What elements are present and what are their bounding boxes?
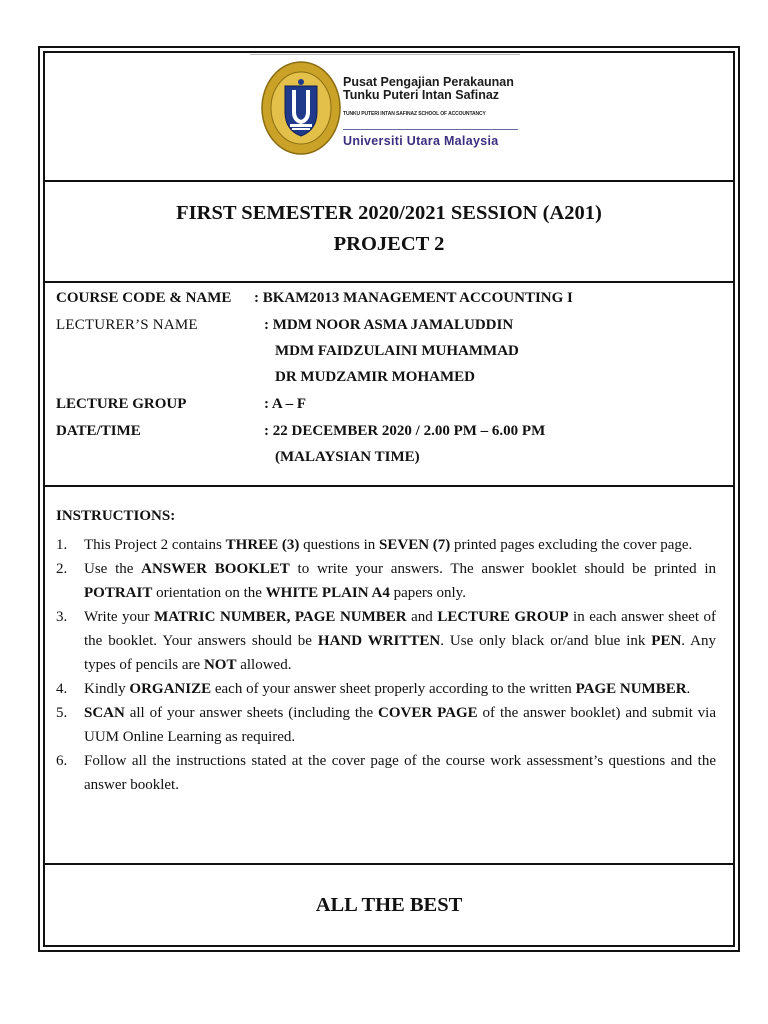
course-label: COURSE CODE & NAME [56,290,232,306]
datetime-label: DATE/TIME [56,423,141,439]
instruction-text: in each answer sheet of the booklet. Your answers should be [84,609,717,649]
semester-title: FIRST SEMESTER 2020/2021 SESSION (A201) [176,202,602,224]
instruction-item [56,701,716,749]
project-title: PROJECT 2 [333,233,445,255]
instruction-text: orientation on the [152,585,266,601]
divider-instructions [43,863,735,865]
instruction-text: of the answer booklet) and submit via UUM Online Learning as required. [84,705,716,745]
document-title [43,198,735,260]
divider-info [43,485,735,487]
school-name-english: TUNKU PUTERI INTAN SAFINAZ SCHOOL OF ACCOUNTANCY [343,111,486,117]
instruction-emphasis: MATRIC NUMBER, PAGE NUMBER [154,609,407,625]
instruction-emphasis: PEN [651,633,682,649]
lecturer-value-1: : MDM NOOR ASMA JAMALUDDIN [264,317,514,333]
instruction-emphasis: LECTURE GROUP [437,609,569,625]
university-name: Universiti Utara Malaysia [343,134,499,148]
instruction-emphasis: ORGANIZE [129,681,212,697]
instruction-text: each of your answer sheet properly according to the written [211,681,576,697]
instructions-heading: INSTRUCTIONS: [56,508,176,524]
school-name [343,76,543,102]
instructions-list [56,533,716,797]
school-name-line-1: Pusat Pengajian Perakaunan [343,75,514,89]
instruction-number: 1. [56,537,68,553]
group-value: : A – F [264,396,307,412]
instruction-text: . [686,681,691,697]
lecturer-label: LECTURER’S NAME [56,317,198,333]
instruction-emphasis: HAND WRITTEN [317,633,441,649]
instruction-text: Kindly [84,681,130,697]
instruction-emphasis: POTRAIT [84,585,153,601]
instruction-number: 2. [56,561,68,577]
instruction-text: and [406,609,438,625]
instruction-text: . Use only black or/and blue ink [440,633,652,649]
lecturer-value-3: DR MUDZAMIR MOHAMED [275,369,475,385]
instruction-emphasis: THREE (3) [225,537,300,553]
instruction-number: 3. [56,609,68,625]
instruction-text: printed pages excluding the cover page. [450,537,693,553]
instruction-text: to write your answers. The answer booklet should be printed in [289,561,716,577]
instruction-item [56,749,716,797]
group-label: LECTURE GROUP [56,396,187,412]
instruction-emphasis: SCAN [84,705,125,721]
datetime-value-2: (MALAYSIAN TIME) [275,449,420,465]
instruction-emphasis: SEVEN (7) [379,537,451,553]
lecturer-value-2: MDM FAIDZULAINI MUHAMMAD [275,343,519,359]
instruction-item [56,677,716,701]
instruction-emphasis: PAGE NUMBER [575,681,687,697]
instruction-item [56,557,716,605]
instruction-emphasis: WHITE PLAIN A4 [265,585,390,601]
instruction-number: 6. [56,753,68,769]
divider-title [43,281,735,283]
instruction-text: This Project 2 contains [84,537,226,553]
divider-header [43,180,735,182]
university-seal-icon [260,60,342,156]
instruction-emphasis: COVER PAGE [378,705,478,721]
header-rule [250,54,520,55]
inner-border [43,51,735,947]
instruction-item [56,533,716,557]
instruction-text: papers only. [389,585,466,601]
instruction-text: Follow all the instructions stated at the cover page of the course work assessment’s questions and the answer booklet. [84,753,716,793]
institution-header [250,54,540,164]
datetime-value-1: : 22 DECEMBER 2020 / 2.00 PM – 6.00 PM [264,423,546,439]
instruction-emphasis: NOT [203,657,237,673]
instruction-emphasis: ANSWER BOOKLET [141,561,290,577]
instruction-number: 5. [56,705,68,721]
instruction-text: all of your answer sheets (including the [124,705,379,721]
instruction-text: Use the [84,561,142,577]
instruction-text: questions in [299,537,380,553]
instruction-text: allowed. [236,657,292,673]
instruction-number: 4. [56,681,68,697]
university-rule [343,129,518,130]
closing-message: ALL THE BEST [315,894,463,916]
instruction-text: . Any types of pencils are [84,633,716,673]
instruction-text: Write your [84,609,155,625]
instruction-item [56,605,716,677]
school-name-line-2: Tunku Puteri Intan Safinaz [343,88,500,102]
course-value: : BKAM2013 MANAGEMENT ACCOUNTING I [254,290,573,306]
